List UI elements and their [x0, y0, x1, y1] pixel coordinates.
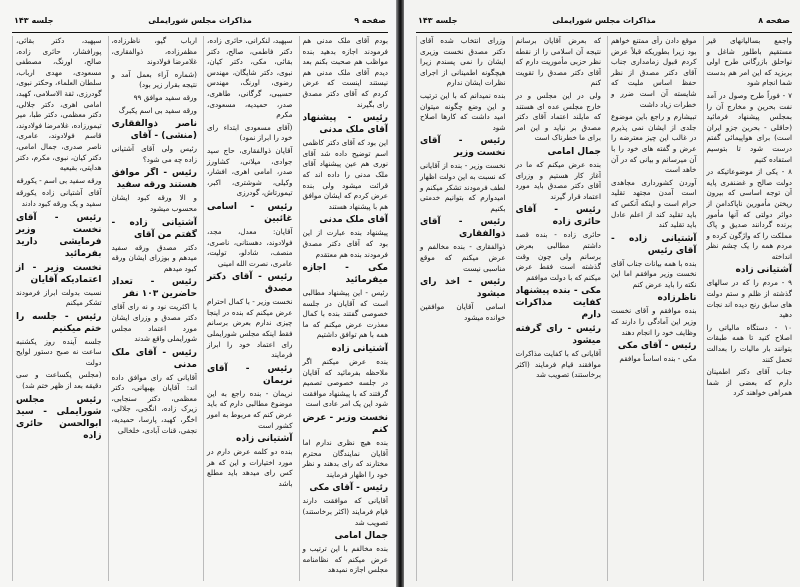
paragraph: آقای آشتیانی زاده یکورقه سفید و یک ورقه کبود دادند — [16, 188, 102, 208]
paragraph: بودم آقای ملک مدنی هم فرمودند اجازه بدهید بنده مواظب هم صحبت بکنم بعد دیدم آقای ملک مدنی هم نیستند اینست که عرض کردم که آقای دکتر مصدق رای بگیرند — [302, 36, 388, 109]
paragraph: مکی - بنده اساساً موافقم — [619, 354, 697, 364]
speaker-heading: رئیس - پیشنهاد آقای ملک مدنی — [302, 113, 388, 136]
paragraph: (آقای مسعودی ابتداء رای خود را ابراز نمود) — [207, 122, 293, 143]
speaker-heading: رئیس - آقای نخست وزیر — [420, 136, 506, 159]
paragraph: ۷ - فوراً طرح وصول در آمد نفت بحرین و مخارج آن را بمجلس پیشنهاد فرمائید (حاقلی - بحرین جزو ایران است) برای هواپیمائی گفتم درست شود تا بتوسیم استفاده کنیم — [706, 90, 792, 164]
paragraph: که بعرض آقایان برسانم نتیجه آن اسلامی را از نقطه نظر حزبی مأموریت دارم که آقای دکتر مصدق را تقویت کنم — [515, 36, 601, 88]
speaker-heading: آشتیانی زاده - گفتم من آقای — [111, 217, 197, 240]
speaker-heading: آشتیانی زاده — [236, 434, 293, 445]
speaker-heading: رئیس - رای گرفته میشود — [515, 324, 601, 347]
paragraph: بنده نمیدانم که با این ترتیب و این وضع چگونه میتوان امید داشت که کارها اصلاح شود — [420, 90, 506, 132]
paragraph: این بود که آقای دکتر کاظمی اسم توضیح داده شد آقای نوری هم عین پیشنهاد آقای ملک مدنی را داده اند که قرائت میشود ولی بنده عرض کردم که ایشان موافق هم با پیشنهاد هستند — [302, 138, 388, 211]
paragraph: تبیشارم و راجع باین موضوع جلدی از ایشان نمی پذیرم در غالب این چیز معترضه را عرض و گفته های خود را با آن میرسانم و بیانی که در آن خاهد است — [611, 112, 697, 175]
speaker-heading: مکی - بنده پیشنهاد کفایت مذاکرات دارم — [515, 286, 601, 321]
paragraph: رئیس ولی آقای آشتیانی زاده چه می شود؟ — [111, 144, 197, 164]
paragraph: ۱۰ - دستگاه مالیاتی را اصلاح کنید تا همه طبقات بتوانند بار مالیات را بعدالت تحمل کنند — [706, 322, 792, 364]
paragraph: ورقه سفید بی اسم - یکورقه — [16, 175, 102, 185]
paragraph: ولی در این مجلس و در خارج مجلس عده ای هستند که مایلند اعتماد آقای دکتر مصدق بر نیاید و این امر برای ما خطرناک است — [515, 90, 601, 143]
speaker-heading: رئیس - آقای نریمان — [207, 363, 293, 386]
paragraph: آوردن کشورداری مجاهدی است آمدن مجتهد تقلید حرام است و اینکه آنکس که باید تقلید کند از اعلم عادل باید تقلید کند — [611, 177, 697, 230]
header-rule — [12, 32, 388, 33]
paragraph: بنده دو کلمه عرض دارم در مورد اختیارات و این که هر کس رای میدهد باید مطلع باشد — [207, 447, 293, 488]
running-title: مذاکرات مجلس شورایملی — [148, 16, 252, 25]
paragraph: بنده عرض میکنم اگر ملاحظه بفرمائید که آقایان در جلسه خصوصی تصمیم گرفتند که با پیشنهاد موافقت شود این یک امر عادی است — [302, 357, 388, 409]
speaker-heading: ناصر ذوالفقاری (منشی) - آقای — [111, 119, 197, 142]
paragraph: واجمع بسالیانهای قیر مستقیم باطلور شاغل و نواحلق بازرگانی طرح اولی بربزید که این امر هم بدست شما انجام شود — [706, 36, 792, 88]
page-number: صفحه ۸ — [758, 16, 790, 25]
paragraph: سپهبد، لنکرانی، حائری زاده، دکتر فاطمی، صالح، دکتر بقائی، مکی، دکتر کیان، نبوی، دکتر شایگان، مهندس رضوی، اورنگ، مهندس حسیبی، گرگانی، طاهری، صدر، حمیدیه، مسعودی، مکرم — [207, 36, 293, 120]
paragraph: بنده مخالفم با این ترتیب و عرض میکنم که نظامنامه مجلس اجازه نمیدهد — [302, 544, 388, 575]
paragraph: نسبت بدولت ابراز فرمودند تشکر میکنم — [16, 287, 102, 308]
paragraph: ذوالفقاری - بنده مخالفم و عرض میکنم که موقع مناسبی نیست — [420, 242, 506, 273]
paragraph: بنده با همه بیانات جناب آقای نخست وزیر موافقم اما این نکته را باید عرض کنم — [611, 258, 697, 289]
book-gutter — [396, 0, 404, 587]
speaker-heading: رئیس - آقای دکتر مصدق — [207, 272, 293, 295]
paragraph: (مجلس یکساعت و سی دقیقه بعد از ظهر ختم شد) — [16, 370, 102, 391]
text-column — [703, 36, 793, 581]
paragraph: بنده هیچ نظری ندارم اما آقایان نمایندگان محترم مختارند که رای بدهند و نظر خود را اظهار فرمایند — [302, 438, 388, 479]
paragraph: آقایان: معدل، مجد، فولادوند، دهستانی، ناصری، منصف، شادلو، تولیت، عامری، نصرت الله امینی — [207, 226, 293, 268]
paragraph: جناب آقای دکتر اطمینان دارم که بعضی از شما همراهی خواهند کرد — [706, 367, 792, 398]
paragraph: ۸ - یکی از موضوعاتیکه در دولت صالح و غضنفری پایه آن توجه اساسی که بیرون ریختن مأمورین ناپاکدامن از دوائر دولتی که آنها مأمور برنده گردانند صدیق و پاک مملکت را که واژگون کرده و مردم همه را یک چشم نظر انداخته — [706, 167, 792, 261]
paragraph: جلسه آینده روز یکشنبه ساعت نه صبح دستور لوایح دولت — [16, 336, 102, 367]
speaker-heading: جمال امامی — [547, 146, 601, 157]
paragraph: پیشنهاد بنده عبارت از این بود که آقای دکتر مصدق فرمودند بنده هم معتقدم — [302, 228, 388, 259]
speaker-heading: رئیس - تعداد حاضرین ۱۰۳ نفر — [111, 277, 197, 300]
paragraph: سپهبد، دکتر بقائی، پورافشار، حائری زاده، صالح، اورنگ، مصطفی مسعودی، مهدی ارباب، سلطان العلماء، وحکتر نبوی، گودرزی، ثقة الاسلامی، کهبد، امامی اهری، دکتر جلالی، دکتر معظمی، دکتر طبا، میر تیمورزاده، غلامرضا فولادوند، قاسم فولادوند، عامری، ناصر صدری، جمال امامی، دکتر کیان، نبوی، مکرم، دکتر هدایتی، بقیعیه — [16, 36, 102, 173]
speaker-heading: رئیس - آقای حائری زاده — [515, 205, 601, 228]
speaker-heading: نخست وزیر - عرض کنم — [302, 413, 388, 436]
text-column — [607, 36, 697, 581]
paragraph: با اکثریت نود و نه رای آقای دکتر مصدق و وزرای ایشان مورد اعتماد مجلس شورایملی واقع شدند — [111, 302, 197, 344]
header-rule — [416, 32, 792, 33]
text-columns — [12, 36, 388, 581]
paragraph: آقایانی که موافقت دارند قیام فرمایند (اکثر برخاستند) تصویب شد — [302, 496, 388, 527]
paragraph: آقایان ذوالفقاری، حاج سید جوادی، میلانی، کشاورز صدر، امامی اهری، افشار، وکیلی، شوشتری، اکبر، تیمورتاش، گودرزی — [207, 145, 293, 198]
text-column — [12, 36, 102, 581]
paragraph: بنده موافقم و آقای نخست وزیر این آمادگی را دارند که وظایف خود را انجام دهند — [611, 306, 697, 337]
paragraph: دکتر مصدق ورقه سفید میدهم و بوزرای ایشان ورقه کبود میدهم — [111, 242, 197, 273]
paragraph: اسامی آقایان موافقین خوانده میشود — [420, 302, 506, 322]
speaker-heading: آشتیانی زاده - آقای رئیس — [611, 233, 697, 256]
speaker-heading: آشتیانی زاده — [735, 265, 792, 276]
text-columns — [416, 36, 792, 581]
paragraph: و الا ورقه کبود ایشان محسوب میشود — [111, 193, 197, 213]
paragraph: ورقه سفید موافق ۹۹ — [133, 92, 197, 102]
text-column — [512, 36, 602, 581]
paragraph: ۹ - مردم را که در سالهای گذشته از ظلم و ستم دولت های سابق رنج دیده اند نجات دهید — [706, 278, 792, 320]
paragraph: رئیس - این پیشنهاد مطالبی است که آقایان در جلسه خصوصی گفتند بنده با کمال معذرت عرض میکنم که ما همه با هم توافق داشتیم — [302, 288, 388, 340]
speaker-heading: رئیس - اخذ رای میشود — [420, 277, 506, 300]
speaker-heading: رئیس - اسامی غائبین — [207, 201, 293, 224]
paragraph: بنده عرض میکنم که ما در آغاز کار هستیم و وزرای آقای دکتر مصدق باید مورد اعتماد قرار گیرند — [515, 159, 601, 201]
running-title: مذاکرات مجلس شورایملی — [552, 16, 656, 25]
left-page — [0, 0, 396, 587]
page-number: صفحه ۹ — [354, 16, 386, 25]
speaker-heading: رئیس - آقای ملک مدنی — [111, 347, 197, 370]
paragraph: آقایانی که با کفایت مذاکرات موافقند قیام فرمایند (اکثر برخاستند) تصویب شد — [515, 349, 601, 380]
speaker-heading: آشتیانی زاده — [331, 344, 388, 355]
speaker-heading: رئیس - جلسه را ختم میکنیم — [16, 311, 102, 334]
right-page — [404, 0, 800, 587]
speaker-heading: نخست وزیر - از اعتمادیکه آقایان — [16, 262, 102, 285]
speaker-heading: رئیس مجلس شورایملی - سید ابوالحسن حائری زاده — [16, 394, 102, 441]
speaker-heading: رئیس - اگر موافق هستند ورقه سفید — [111, 168, 197, 191]
text-column — [299, 36, 389, 581]
session-number: جلسه ۱۴۳ — [14, 16, 54, 25]
speaker-heading: رئیس - آقای مکی — [617, 341, 697, 352]
paragraph: وزرای انتخاب شده آقای دکتر مصدق نخست وزیری ایشان را نمی پسندم زیرا هیچگونه اطمینانی از اجرای نظرات ایشان ندارم — [420, 36, 506, 88]
text-column — [203, 36, 293, 581]
paragraph: نریمان - بنده راجع به این موضوع مطالبی دارم که باید عرض کنم که مربوط به امور کشور است — [207, 388, 293, 430]
paragraph: موقع دادن رأی ممتنع خواهم بود زیرا بطوریکه قبلاً عرض کردم قبول زمامداری جناب آقای دکتر مصدق از نظر حفظ اساس ملیت که شایسته آن است ضرر و خطرات زیاد داشت — [611, 36, 697, 109]
speaker-heading: رئیس - آقای مکی — [309, 483, 388, 494]
page-header — [418, 16, 790, 30]
speaker-heading: رئیس - آقای نخست وزیر فرمایشی دارید بفرمائید — [16, 212, 102, 259]
speaker-heading: رئیس - آقای ذوالفقاری — [420, 217, 506, 240]
speaker-heading: آقای ملک مدنی — [319, 215, 388, 226]
paragraph: ورقه سفید بی اسم یکبرگ — [118, 105, 197, 115]
text-column — [108, 36, 198, 581]
paragraph: (شماره آراء بعمل آمد و نتیجه بقرار زیر بود) — [111, 69, 197, 90]
paragraph: حائری زاده - بنده قصد داشتم مطالبی بعرض برسانم ولی چون وقت گذشته است فقط عرض میکنم که با دولت موافقم — [515, 230, 601, 282]
paragraph: آقایانی که رای موافق داده اند: آقایان بهبهانی، دکتر معظمی، دکتر سنجابی، زیرک زاده، انگجی، جلالی، اخگر، کهبد، پارسا، حمیدیه، نجفی، قنات آبادی، خلخالی — [111, 372, 197, 435]
speaker-heading: ناظرزاده — [657, 293, 697, 304]
paragraph: نخست وزیر - با کمال احترام عرض میکنم که بنده در اینجا چیزی ندارم بعرض برسانم فقط اینکه مجلس شورایملی رای اعتماد خود را ابراز فرمایند — [207, 297, 293, 360]
session-number: جلسه ۱۴۳ — [418, 16, 458, 25]
paragraph: نخست وزیر - بنده از آقایانی که نسبت به این دولت اظهار لطف فرمودند تشکر میکنم و امیدوارم که بتوانیم خدمتی بکنیم — [420, 161, 506, 213]
text-column — [416, 36, 506, 581]
speaker-heading: جمال امامی — [334, 531, 388, 542]
speaker-heading: مکی - اجازه میفرمائید — [302, 263, 388, 286]
page-header — [14, 16, 386, 30]
paragraph: ارباب گیو، ناظرزاده، مظفرزاده، ذوالفقاری، غلامرضا فولادوند — [111, 36, 197, 67]
